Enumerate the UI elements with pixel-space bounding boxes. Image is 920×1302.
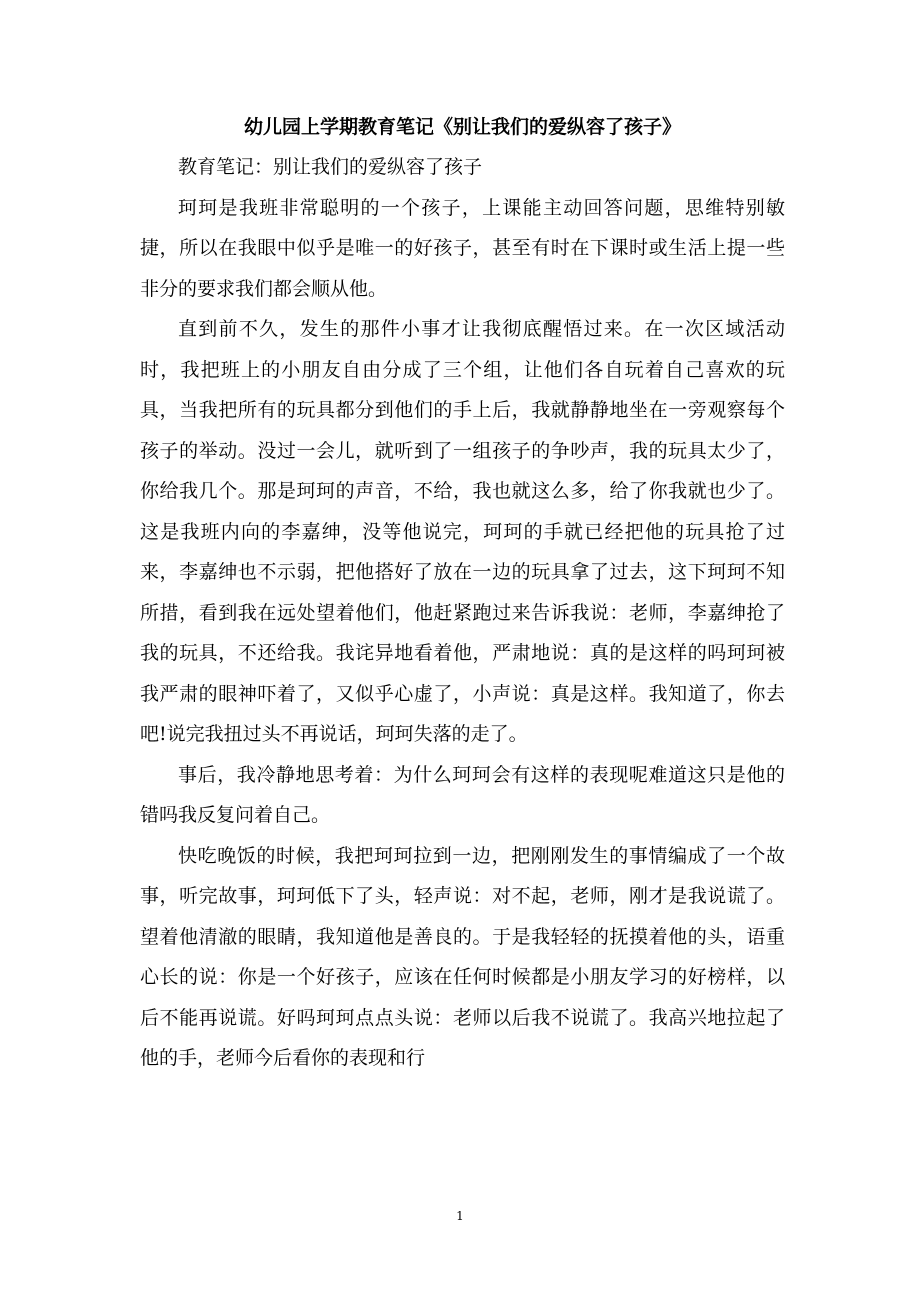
document-body: [140, 107, 785, 1079]
body-paragraph: 直到前不久，发生的那件小事才让我彻底醒悟过来。在一次区域活动时，我把班上的小朋友自由分成了三个组，让他们各自玩着自己喜欢的玩具，当我把所有的玩具都分到他们的手上后，我就静静地坐在一旁观察每个孩子的举动。没过一会儿，就听到了一组孩子的争吵声，我的玩具太少了，你给我几个。那是珂珂的声音，不给，我也就这么多，给了你我就也少了。这是我班内向的李嘉绅，没等他说完，珂珂的手就已经把他的玩具抢了过来，李嘉绅也不示弱，把他搭好了放在一边的玩具拿了过去，这下珂珂不知所措，看到我在远处望着他们，他赶紧跑过来告诉我说：老师，李嘉绅抢了我的玩具，不还给我。我诧异地看着他，严肃地说：真的是这样的吗珂珂被我严肃的眼神吓着了，又似乎心虚了，小声说：真是这样。我知道了，你去吧!说完我扭过头不再说话，珂珂失落的走了。: [140, 318, 785, 745]
body-paragraph: 珂珂是我班非常聪明的一个孩子，上课能主动回答问题，思维特别敏捷，所以在我眼中似乎是唯一的好孩子，甚至有时在下课时或生活上提一些非分的要求我们都会顺从他。: [140, 196, 785, 300]
document-title: 幼儿园上学期教育笔记《别让我们的爱纵容了孩子》: [243, 116, 681, 138]
body-paragraph: 快吃晚饭的时候，我把珂珂拉到一边，把刚刚发生的事情编成了一个故事，听完故事，珂珂低下了头，轻声说：对不起，老师，刚才是我说谎了。望着他清澈的眼睛，我知道他是善良的。于是我轻轻的抚摸着他的头，语重心长的说：你是一个好孩子，应该在任何时候都是小朋友学习的好榜样，以后不能再说谎。好吗珂珂点点头说：老师以后我不说谎了。我高兴地拉起了他的手，老师今后看你的表现和行: [140, 844, 785, 1069]
body-paragraph: 事后，我冷静地思考着：为什么珂珂会有这样的表现呢难道这只是他的错吗我反复问着自己。: [140, 763, 785, 826]
page-number: 1: [456, 1209, 464, 1223]
subtitle-paragraph: 教育笔记：别让我们的爱纵容了孩子: [178, 156, 483, 178]
